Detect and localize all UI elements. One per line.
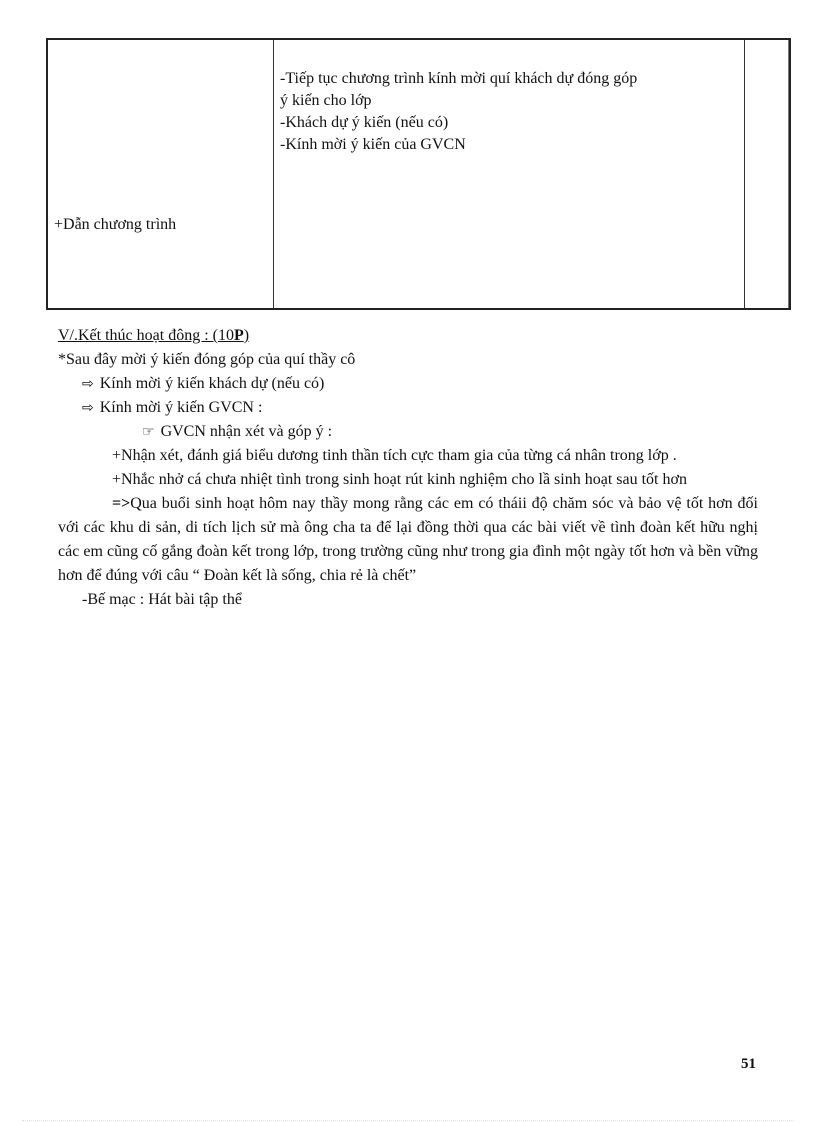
closing-line: -Bế mạc : Hát bài tập thể xyxy=(82,591,242,608)
table-cell-role: +Dẫn chương trình xyxy=(54,216,177,233)
list-item: ⇨ Kính mời ý kiến GVCN : xyxy=(82,399,263,416)
paragraph: +Nhắc nhở cá chưa nhiệt tình trong sinh hoạt rút kinh nghiệm cho lầ sinh hoạt sau tốt hơn xyxy=(112,471,687,488)
section-content xyxy=(58,324,758,612)
right-arrow-icon: ⇨ xyxy=(82,400,94,416)
page-footer-rule xyxy=(22,1120,794,1121)
activity-line: -Tiếp tục chương trình kính mời quí khách dự đóng góp xyxy=(280,70,638,87)
intro-line: *Sau đây mời ý kiến đóng góp của quí thầy cô xyxy=(58,351,356,368)
sub-list-item: ☞ GVCN nhận xét và góp ý : xyxy=(142,423,333,440)
program-table xyxy=(46,38,791,310)
activity-line: -Khách dự ý kiến (nếu có) xyxy=(280,114,449,131)
pointing-hand-icon: ☞ xyxy=(142,424,155,440)
activity-line: -Kính mời ý kiến của GVCN xyxy=(280,136,466,153)
paragraph: +Nhận xét, đánh giá biểu dương tinh thần tích cực tham gia của từng cá nhân trong lớp . xyxy=(112,447,677,464)
page-number: 51 xyxy=(741,1056,756,1072)
activity-line: ý kiến cho lớp xyxy=(280,92,372,109)
table-divider xyxy=(744,40,745,308)
section-heading: V/.Kết thúc hoạt đông : (10P) xyxy=(58,327,250,344)
table-divider xyxy=(788,40,789,308)
table-cell-activities xyxy=(280,68,740,156)
table-divider xyxy=(273,40,274,308)
paragraph: =>Qua buổi sinh hoạt hôm nay thầy mong rằng các em có tháii độ chăm sóc và bảo vệ tốt hơn đối với các khu di sản, di tích lịch sử mà ông cha ta để lại đồng thời qua các bài viết về tình đoàn kết hữu nghị các em cũng cố gắng đoàn kết trong lớp, trong trường cũng như trong gia đình một ngày tốt hơn và bền vững hơn để đúng với câu “ Đoàn kết là sống, chia rẻ là chết” xyxy=(58,495,758,584)
right-arrow-icon: ⇨ xyxy=(82,376,94,392)
list-item: ⇨ Kính mời ý kiến khách dự (nếu có) xyxy=(82,375,325,392)
